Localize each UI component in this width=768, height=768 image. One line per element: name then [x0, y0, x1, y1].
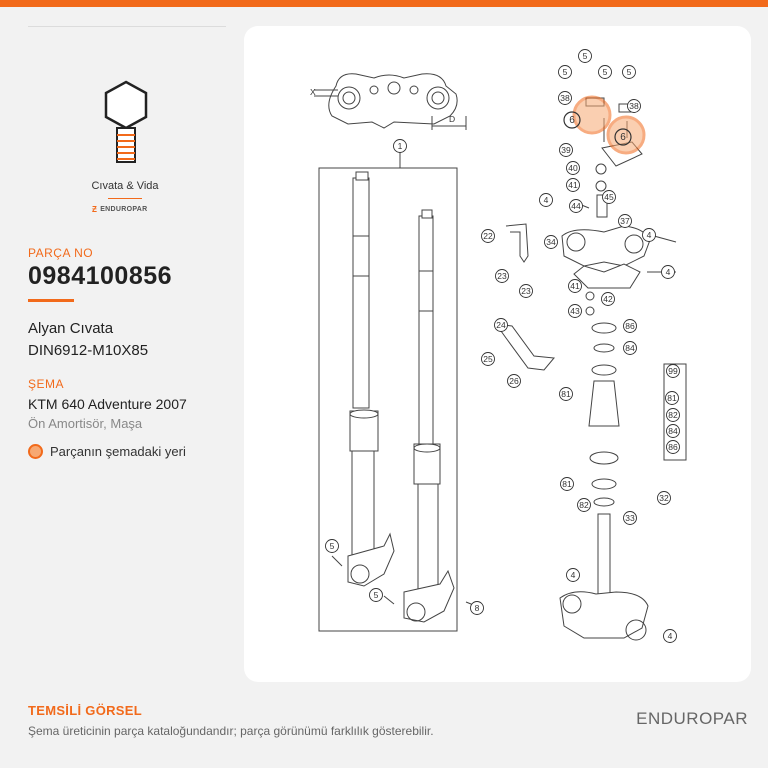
- callout-number: 99: [668, 366, 678, 376]
- callout-number: 4: [646, 230, 652, 240]
- callout-number: 38: [560, 93, 570, 103]
- callout-number: 5: [329, 541, 335, 551]
- part-number: 0984100856: [28, 262, 173, 290]
- callout-number: 4: [570, 570, 576, 580]
- scheme-section: Ön Amortisör, Maşa: [28, 416, 143, 431]
- part-number-underline: [28, 299, 74, 302]
- callout-number: 1: [397, 141, 403, 151]
- callout-number: 42: [603, 294, 613, 304]
- callout-number: 81: [561, 389, 571, 399]
- footer-title: TEMSİLİ GÖRSEL: [28, 703, 142, 718]
- callout-number: 33: [625, 513, 635, 523]
- brand-mark-icon: Ƶ: [92, 205, 98, 214]
- part-description: [28, 318, 148, 362]
- divider: [28, 26, 226, 27]
- scheme-label: ŞEMA: [28, 377, 65, 391]
- callout-number: 6: [569, 115, 575, 126]
- category-underline: [108, 198, 142, 199]
- callout-number: 82: [579, 500, 589, 510]
- callout-number: 5: [562, 67, 568, 77]
- callout-number: 41: [570, 281, 580, 291]
- callout-number: 86: [668, 442, 678, 452]
- part-description-line2: DIN6912-M10X85: [28, 342, 149, 359]
- callout-number: 37: [620, 216, 630, 226]
- category-label: Cıvata & Vida: [91, 180, 159, 192]
- part-number-label: PARÇA NO: [28, 246, 94, 260]
- callout-number: 6: [620, 132, 626, 143]
- callout-number: 81: [667, 393, 677, 403]
- highlight-marker: [608, 117, 644, 153]
- callout-number: 45: [604, 192, 614, 202]
- callout-number: 24: [496, 320, 506, 330]
- callout-number: 39: [561, 145, 571, 155]
- callout-number: 4: [667, 631, 673, 641]
- highlight-marker: [574, 97, 610, 133]
- exploded-diagram: [244, 26, 751, 682]
- brand-logo-text: ENDUROPAR: [100, 206, 148, 213]
- callout-number: 34: [546, 237, 556, 247]
- callout-number: 38: [629, 101, 639, 111]
- footer-disclaimer: Şema üreticinin parça kataloğundandır; parça görünümü farklılık gösterebilir.: [28, 724, 434, 738]
- dimension-label: D: [449, 114, 456, 124]
- callout-number: 5: [602, 67, 608, 77]
- callout-number: 43: [570, 306, 580, 316]
- dimension-label: X: [310, 87, 316, 97]
- callout-number: 81: [562, 479, 572, 489]
- callout-number: 4: [543, 195, 549, 205]
- callout-number: 23: [521, 286, 531, 296]
- callout-number: 32: [659, 493, 669, 503]
- callout-number: 82: [668, 410, 678, 420]
- top-accent-bar: [0, 0, 768, 7]
- callout-number: 86: [625, 321, 635, 331]
- callout-number: 5: [626, 67, 632, 77]
- callout-number: 41: [568, 180, 578, 190]
- callout-number: 5: [582, 51, 588, 61]
- callout-number: 23: [497, 271, 507, 281]
- brand-logo-small: [92, 205, 162, 214]
- callout-number: 25: [483, 354, 493, 364]
- callout-number: 84: [668, 426, 678, 436]
- legend: [28, 444, 186, 459]
- callout-number: 22: [483, 231, 493, 241]
- callout-number: 5: [373, 590, 379, 600]
- scheme-vehicle: KTM 640 Adventure 2007: [28, 396, 187, 412]
- legend-dot-icon: [28, 444, 43, 459]
- part-description-line1: Alyan Cıvata: [28, 320, 114, 337]
- footer-brand: ENDUROPAR: [636, 709, 748, 728]
- callout-number: 4: [665, 267, 671, 277]
- callout-number: 8: [474, 603, 480, 613]
- diagram-panel: [244, 26, 751, 682]
- legend-text: Parçanın şemadaki yeri: [50, 444, 186, 459]
- bolt-icon: [100, 80, 152, 166]
- callout-number: 26: [509, 376, 519, 386]
- callout-number: 40: [568, 163, 578, 173]
- callout-number: 84: [625, 343, 635, 353]
- callout-number: 44: [571, 201, 581, 211]
